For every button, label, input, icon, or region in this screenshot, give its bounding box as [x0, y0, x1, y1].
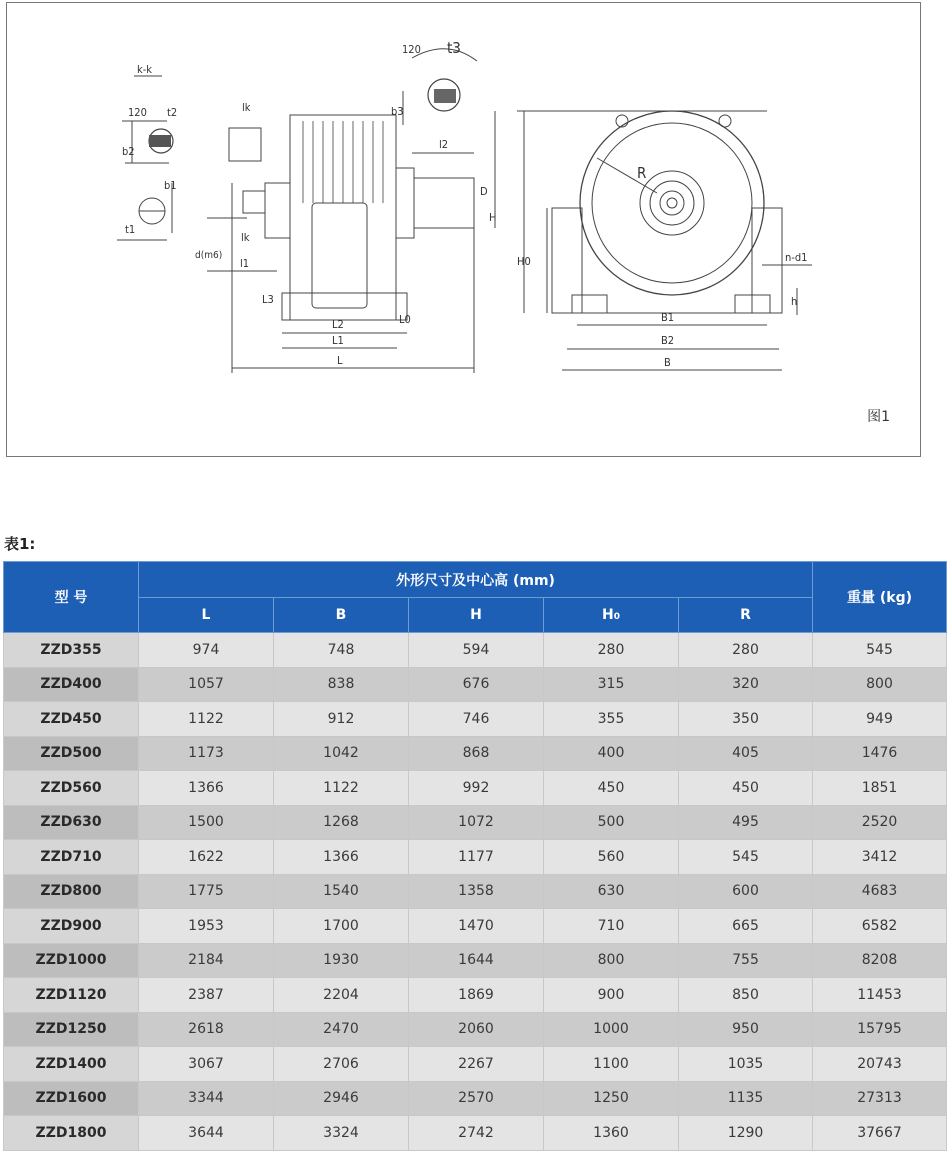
value-cell: 495: [679, 805, 813, 840]
value-cell: 868: [409, 736, 544, 771]
value-cell: 1000: [544, 1012, 679, 1047]
value-cell: 2570: [409, 1081, 544, 1116]
value-cell: 2204: [274, 978, 409, 1013]
value-cell: 850: [679, 978, 813, 1013]
value-cell: 3344: [139, 1081, 274, 1116]
value-cell: 315: [544, 667, 679, 702]
label-b2: b2: [122, 145, 135, 158]
table-row: [4, 1116, 947, 1151]
right-foot: [752, 208, 782, 313]
value-cell: 1122: [139, 702, 274, 737]
value-cell: 838: [274, 667, 409, 702]
label-B2: B2: [661, 334, 675, 347]
table-row: [4, 1012, 947, 1047]
label-120-left: 120: [128, 106, 147, 119]
housing-circle: [580, 111, 764, 295]
col-B-header: B: [274, 598, 409, 633]
label-L1: L1: [332, 334, 344, 347]
value-cell: 37667: [813, 1116, 947, 1151]
label-lk-mid: lk: [241, 231, 250, 244]
value-cell: 2618: [139, 1012, 274, 1047]
value-cell: 1622: [139, 840, 274, 875]
label-B: B: [664, 356, 671, 369]
value-cell: 1644: [409, 943, 544, 978]
value-cell: 1470: [409, 909, 544, 944]
label-nd1: n-d1: [785, 251, 808, 264]
table-body: [4, 633, 947, 1151]
value-cell: 1135: [679, 1081, 813, 1116]
value-cell: 949: [813, 702, 947, 737]
label-h: h: [791, 295, 798, 308]
value-cell: 3324: [274, 1116, 409, 1151]
label-b1: b1: [164, 179, 177, 192]
value-cell: 1366: [274, 840, 409, 875]
value-cell: 1540: [274, 874, 409, 909]
value-cell: 545: [679, 840, 813, 875]
value-cell: 746: [409, 702, 544, 737]
table-title: 表1:: [4, 535, 36, 553]
value-cell: 1250: [544, 1081, 679, 1116]
inner-frame: [312, 203, 367, 308]
label-l2: l2: [439, 138, 449, 151]
label-t2: t2: [167, 106, 178, 119]
value-cell: 2946: [274, 1081, 409, 1116]
table-row: [4, 667, 947, 702]
value-cell: 594: [409, 633, 544, 668]
value-cell: 320: [679, 667, 813, 702]
value-cell: 350: [679, 702, 813, 737]
value-cell: 755: [679, 943, 813, 978]
input-flange: [265, 183, 290, 238]
value-cell: 355: [544, 702, 679, 737]
value-cell: 800: [544, 943, 679, 978]
value-cell: 600: [679, 874, 813, 909]
value-cell: 400: [544, 736, 679, 771]
value-cell: 2742: [409, 1116, 544, 1151]
label-dm6: d(m6): [195, 250, 223, 261]
model-cell: ZZD1250: [4, 1012, 139, 1047]
label-L: L: [337, 354, 343, 367]
label-l1: l1: [240, 257, 250, 270]
value-cell: 280: [679, 633, 813, 668]
value-cell: 1360: [544, 1116, 679, 1151]
top-key-block: [229, 128, 261, 161]
label-L0: L0: [399, 313, 411, 326]
value-cell: 560: [544, 840, 679, 875]
table-row: [4, 978, 947, 1013]
model-cell: ZZD1120: [4, 978, 139, 1013]
value-cell: 1072: [409, 805, 544, 840]
value-cell: 1035: [679, 1047, 813, 1082]
value-cell: 1869: [409, 978, 544, 1013]
value-cell: 4683: [813, 874, 947, 909]
label-t1: t1: [125, 223, 136, 236]
gearbox-base: [282, 293, 407, 320]
label-L2: L2: [332, 318, 344, 331]
value-cell: 1290: [679, 1116, 813, 1151]
table-row: [4, 633, 947, 668]
table-row: [4, 909, 947, 944]
col-R-header: R: [679, 598, 813, 633]
table-row: [4, 874, 947, 909]
model-cell: ZZD900: [4, 909, 139, 944]
value-cell: 676: [409, 667, 544, 702]
value-cell: 15795: [813, 1012, 947, 1047]
h0-letter: H: [602, 607, 614, 623]
value-cell: 974: [139, 633, 274, 668]
value-cell: 545: [813, 633, 947, 668]
value-cell: 1775: [139, 874, 274, 909]
technical-drawing: [7, 3, 920, 456]
value-cell: 1500: [139, 805, 274, 840]
value-cell: 450: [544, 771, 679, 806]
value-cell: 1042: [274, 736, 409, 771]
model-cell: ZZD1400: [4, 1047, 139, 1082]
model-cell: ZZD630: [4, 805, 139, 840]
value-cell: 1930: [274, 943, 409, 978]
value-cell: 3067: [139, 1047, 274, 1082]
value-cell: 405: [679, 736, 813, 771]
output-flange: [396, 168, 414, 238]
table-row: [4, 1081, 947, 1116]
table-row: [4, 840, 947, 875]
value-cell: 1358: [409, 874, 544, 909]
value-cell: 11453: [813, 978, 947, 1013]
label-L3: L3: [262, 293, 274, 306]
label-R: R: [637, 164, 647, 182]
value-cell: 912: [274, 702, 409, 737]
value-cell: 2184: [139, 943, 274, 978]
kk-section-fill: [149, 135, 171, 147]
value-cell: 1366: [139, 771, 274, 806]
table-row: [4, 736, 947, 771]
label-D: D: [480, 185, 488, 198]
model-cell: ZZD710: [4, 840, 139, 875]
label-t3: t3: [447, 39, 461, 57]
value-cell: 1177: [409, 840, 544, 875]
value-cell: 992: [409, 771, 544, 806]
col-H0-header: [544, 598, 679, 633]
col-L-header: L: [139, 598, 274, 633]
value-cell: 800: [813, 667, 947, 702]
col-H-header: H: [409, 598, 544, 633]
value-cell: 2267: [409, 1047, 544, 1082]
value-cell: 1268: [274, 805, 409, 840]
table-row: [4, 943, 947, 978]
value-cell: 950: [679, 1012, 813, 1047]
model-cell: ZZD1800: [4, 1116, 139, 1151]
col-model-header: 型 号: [4, 562, 139, 633]
figure-caption: 图1: [867, 409, 890, 425]
value-cell: 1953: [139, 909, 274, 944]
value-cell: 2520: [813, 805, 947, 840]
model-cell: ZZD450: [4, 702, 139, 737]
value-cell: 280: [544, 633, 679, 668]
model-cell: ZZD355: [4, 633, 139, 668]
value-cell: 2706: [274, 1047, 409, 1082]
value-cell: 2470: [274, 1012, 409, 1047]
label-H0: H0: [517, 255, 531, 268]
model-cell: ZZD1600: [4, 1081, 139, 1116]
model-cell: ZZD560: [4, 771, 139, 806]
value-cell: 900: [544, 978, 679, 1013]
value-cell: 8208: [813, 943, 947, 978]
value-cell: 1700: [274, 909, 409, 944]
model-cell: ZZD1000: [4, 943, 139, 978]
model-cell: ZZD400: [4, 667, 139, 702]
table-row: [4, 771, 947, 806]
value-cell: 1173: [139, 736, 274, 771]
label-B1: B1: [661, 311, 675, 324]
col-weight-header: 重量 (kg): [813, 562, 947, 633]
spec-table: [3, 561, 947, 1151]
value-cell: 450: [679, 771, 813, 806]
value-cell: 630: [544, 874, 679, 909]
value-cell: 1100: [544, 1047, 679, 1082]
output-shaft: [414, 178, 474, 228]
value-cell: 710: [544, 909, 679, 944]
drawing-figure: [6, 2, 921, 457]
h0-subscript: 0: [613, 612, 620, 622]
label-120-top: 120: [402, 43, 421, 56]
value-cell: 6582: [813, 909, 947, 944]
label-kk: k-k: [137, 63, 153, 76]
value-cell: 3412: [813, 840, 947, 875]
table-row: [4, 1047, 947, 1082]
value-cell: 2060: [409, 1012, 544, 1047]
value-cell: 3644: [139, 1116, 274, 1151]
left-foot: [552, 208, 582, 313]
value-cell: 1057: [139, 667, 274, 702]
lifting-eye-right: [719, 115, 731, 127]
value-cell: 1476: [813, 736, 947, 771]
label-b3: b3: [391, 105, 404, 118]
value-cell: 500: [544, 805, 679, 840]
left-pad: [572, 295, 607, 313]
label-lk-top: lk: [242, 101, 251, 114]
value-cell: 2387: [139, 978, 274, 1013]
table-row: [4, 702, 947, 737]
value-cell: 1122: [274, 771, 409, 806]
col-dimension-group-header: 外形尺寸及中心高 (mm): [139, 562, 813, 598]
model-cell: ZZD800: [4, 874, 139, 909]
value-cell: 1851: [813, 771, 947, 806]
model-cell: ZZD500: [4, 736, 139, 771]
input-shaft: [243, 191, 265, 213]
value-cell: 665: [679, 909, 813, 944]
value-cell: 748: [274, 633, 409, 668]
value-cell: 27313: [813, 1081, 947, 1116]
label-H: H: [489, 211, 497, 224]
table-row: [4, 805, 947, 840]
value-cell: 20743: [813, 1047, 947, 1082]
